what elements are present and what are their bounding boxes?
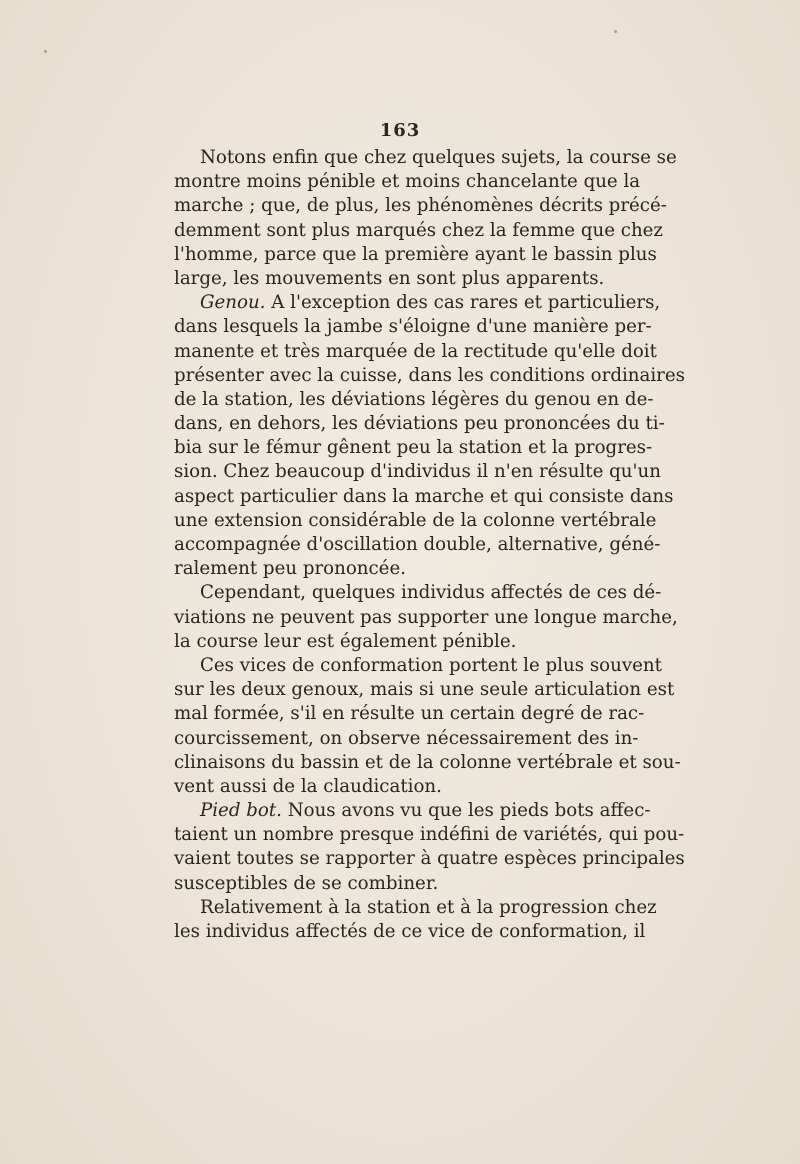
paper-speck [614,30,617,33]
text-line: Notons enfin que chez quelques sujets, la course se [200,147,677,168]
text-line: courcissement, on observe nécessairement des in- [174,727,639,749]
text-line: Cependant, quelques individus affectés de ces dé- [200,582,662,604]
text-line: montre moins pénible et moins chancelante que la [174,171,641,193]
text-line: dans lesquels la jambe s'éloigne d'une manière per- [174,316,652,338]
text-line: viations ne peuvent pas supporter une longue marche, [174,606,678,628]
text-line: les individus affectés de ce vice de conformation, il [174,921,646,942]
text-line: accompagnée d'oscillation double, alternative, géné- [174,534,661,555]
section-heading-genou: Genou. [200,292,266,314]
text-line: susceptibles de se combiner. [174,872,439,894]
text-line: l'homme, parce que la première ayant le bassin plus [174,243,657,265]
text-line: une extension considérable de la colonne vertébrale [174,509,657,531]
text-line: mal formée, s'il en résulte un certain degré de rac- [174,703,645,725]
text-line: aspect particulier dans la marche et qui consiste dans [174,485,674,507]
section-heading-pied-bot: Pied bot. [200,800,282,822]
text-line: Relativement à la station et à la progression chez [200,896,657,918]
text-line: sur les deux genoux, mais si une seule articulation est [174,679,675,701]
body-text [174,146,685,944]
text-line: de la station, les déviations légères du genou en de- [174,388,654,410]
text-line: ralement peu prononcée. [174,558,406,580]
page-number: 163 [379,120,421,141]
text-line: vent aussi de la claudication. [174,775,442,797]
text-line: vaient toutes se rapporter à quatre espèces principales [174,848,685,870]
text-line: dans, en dehors, les déviations peu prononcées du ti- [174,413,665,435]
text-line: clinaisons du bassin et de la colonne vertébrale et sou- [174,751,681,773]
text-line: bia sur le fémur gênent peu la station et la progres- [174,437,653,459]
text-line: présenter avec la cuisse, dans les conditions ordinaires [174,364,685,386]
paper-speck [44,50,47,53]
text-line: taient un nombre presque indéfini de variétés, qui pou- [174,824,685,846]
text-line: Genou. A l'exception des cas rares et particuliers, [200,292,661,314]
text-line: manente et très marquée de la rectitude qu'elle doit [174,340,657,362]
text-line: marche ; que, de plus, les phénomènes décrits précé- [174,195,667,217]
text-line: Pied bot. Nous avons vu que les pieds bots affec- [200,800,651,822]
text-line: sion. Chez beaucoup d'individus il n'en résulte qu'un [174,461,661,483]
text-line: la course leur est également pénible. [174,630,517,652]
text-line: large, les mouvements en sont plus apparents. [174,267,605,289]
text-line: Ces vices de conformation portent le plus souvent [200,654,662,676]
text-line: demment sont plus marqués chez la femme que chez [174,219,664,241]
